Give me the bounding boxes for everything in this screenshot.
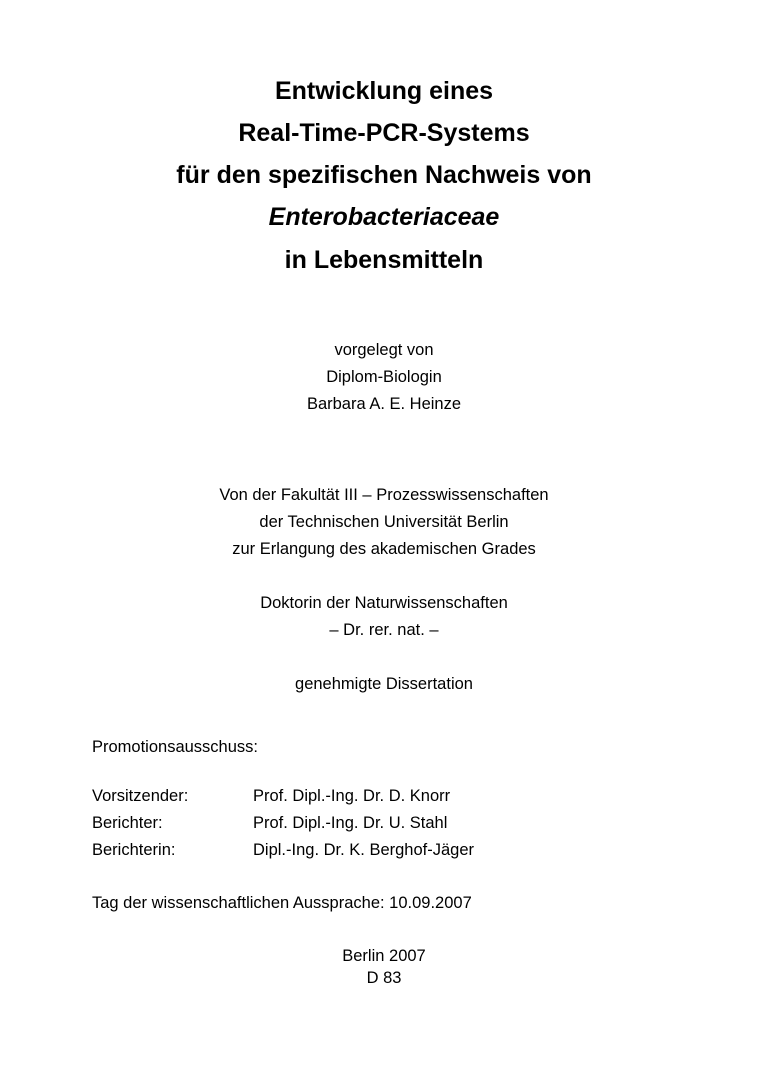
member-name: Dipl.-Ing. Dr. K. Berghof-Jäger <box>253 841 475 859</box>
member-name: Prof. Dipl.-Ing. Dr. D. Knorr <box>253 787 451 805</box>
title-line-5: in Lebensmitteln <box>284 246 484 274</box>
committee-member <box>92 840 692 860</box>
place-year: Berlin 2007 <box>342 947 426 965</box>
presented-by: vorgelegt von <box>334 341 434 359</box>
title-line-4: Enterobacteriaceae <box>268 203 500 231</box>
doctorate-line-2: – Dr. rer. nat. – <box>329 621 439 639</box>
faculty-line-2: der Technischen Universität Berlin <box>259 513 509 531</box>
approval-text: genehmigte Dissertation <box>295 675 473 693</box>
title-line-3: für den spezifischen Nachweis von <box>176 161 592 189</box>
title-line-1: Entwicklung eines <box>274 77 494 105</box>
faculty-line-3: zur Erlangung des akademischen Grades <box>232 540 536 558</box>
library-code: D 83 <box>366 969 402 987</box>
committee-heading: Promotionsausschuss: <box>92 738 258 756</box>
defense-date: Tag der wissenschaftlichen Aussprache: 10.09.2007 <box>92 894 472 912</box>
committee-member <box>92 813 692 833</box>
member-role: Berichter: <box>92 814 163 832</box>
committee-member <box>92 786 692 806</box>
faculty-line-1: Von der Fakultät III – Prozesswissenschaften <box>219 486 549 504</box>
member-role: Berichterin: <box>92 841 176 859</box>
author-degree: Diplom-Biologin <box>326 368 442 386</box>
title-line-2: Real-Time-PCR-Systems <box>238 119 530 147</box>
doctorate-line-1: Doktorin der Naturwissenschaften <box>260 594 508 612</box>
author-name: Barbara A. E. Heinze <box>306 395 462 413</box>
member-role: Vorsitzender: <box>92 787 189 805</box>
member-name: Prof. Dipl.-Ing. Dr. U. Stahl <box>253 814 448 832</box>
